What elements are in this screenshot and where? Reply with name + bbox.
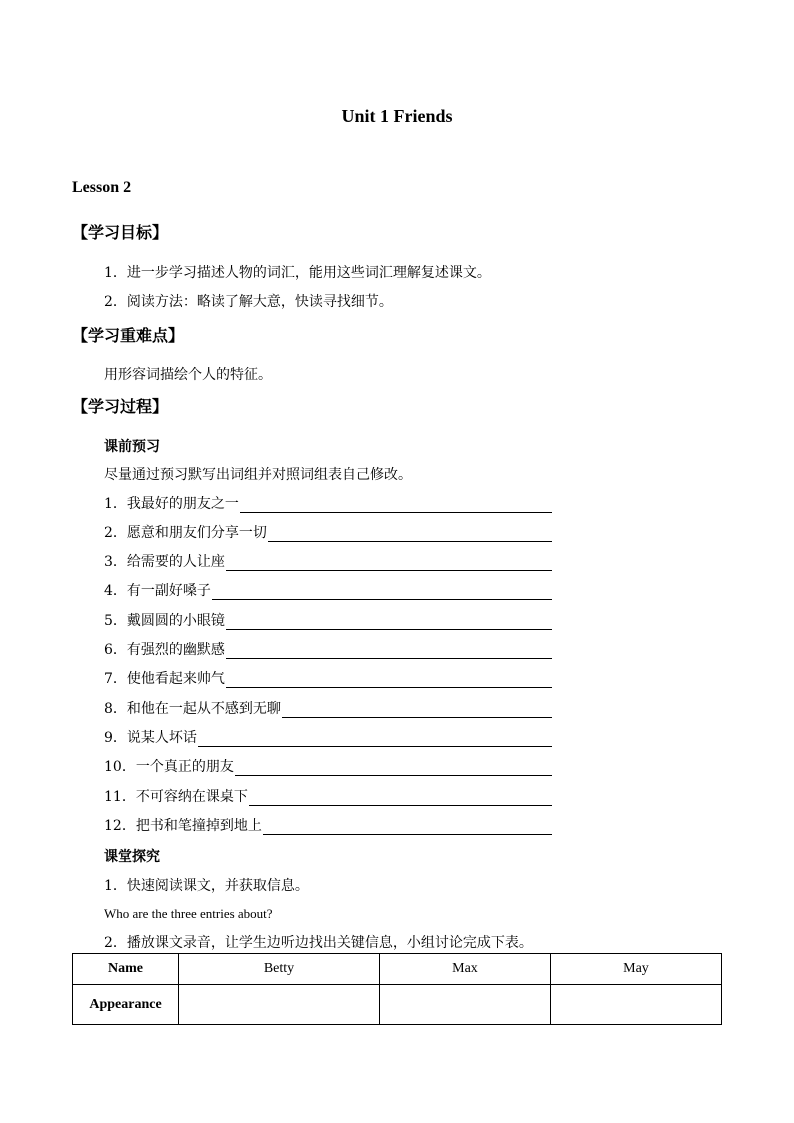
preview-item-text: 9．说某人坏话 [104, 730, 197, 746]
preview-item-text: 7．使他看起来帅气 [104, 671, 225, 687]
answer-blank[interactable] [226, 671, 552, 688]
preview-item-text: 6．有强烈的幽默感 [104, 642, 225, 658]
table-cell-may[interactable] [550, 985, 721, 1025]
preview-heading: 课前预习 [104, 439, 160, 455]
answer-blank[interactable] [235, 759, 552, 776]
preview-item-text: 5．戴圆圆的小眼镜 [104, 613, 225, 629]
goal-item: 1．进一步学习描述人物的词汇，能用这些词汇理解复述课文。 [104, 265, 491, 281]
key-points-text: 用形容词描绘个人的特征。 [104, 367, 272, 383]
explore-question: Who are the three entries about? [104, 906, 273, 921]
goals-heading: 【学习目标】 [72, 223, 169, 242]
preview-item-text: 12．把书和笔撞掉到地上 [104, 818, 262, 834]
preview-item [104, 493, 552, 513]
preview-item [104, 727, 552, 747]
info-table [72, 953, 722, 1025]
preview-item-text: 8．和他在一起从不感到无聊 [104, 701, 281, 717]
table-header-name: Name [73, 954, 179, 985]
table-header-may: May [550, 954, 721, 985]
preview-item [104, 580, 552, 600]
answer-blank[interactable] [198, 730, 552, 747]
preview-item [104, 698, 552, 718]
answer-blank[interactable] [226, 613, 552, 630]
table-header-row [73, 954, 722, 985]
answer-blank[interactable] [226, 642, 552, 659]
key-points-heading: 【学习重难点】 [72, 326, 185, 345]
table-cell-betty[interactable] [179, 985, 380, 1025]
preview-item [104, 815, 552, 835]
preview-item [104, 668, 552, 688]
preview-item-text: 4．有一副好嗓子 [104, 583, 211, 599]
answer-blank[interactable] [240, 496, 552, 513]
preview-item-text: 2．愿意和朋友们分享一切 [104, 525, 267, 541]
preview-item [104, 756, 552, 776]
preview-item-text: 3．给需要的人让座 [104, 554, 225, 570]
lesson-label: Lesson 2 [72, 179, 132, 196]
preview-instruction: 尽量通过预习默写出词组并对照词组表自己修改。 [104, 467, 412, 483]
preview-item [104, 610, 552, 630]
preview-item [104, 639, 552, 659]
answer-blank[interactable] [268, 525, 552, 542]
preview-item [104, 786, 552, 806]
page-title: Unit 1 Friends [341, 106, 453, 126]
process-heading: 【学习过程】 [72, 397, 169, 416]
answer-blank[interactable] [263, 818, 552, 835]
answer-blank[interactable] [282, 701, 552, 718]
preview-item-text: 1．我最好的朋友之一 [104, 496, 239, 512]
table-header-max: Max [379, 954, 550, 985]
answer-blank[interactable] [226, 554, 552, 571]
preview-item-text: 10．一个真正的朋友 [104, 759, 234, 775]
explore-step-2: 2．播放课文录音，让学生边听边找出关键信息，小组讨论完成下表。 [104, 935, 533, 951]
answer-blank[interactable] [212, 583, 552, 600]
table-row-appearance [73, 985, 722, 1025]
goal-item: 2．阅读方法：略读了解大意，快读寻找细节。 [104, 294, 393, 310]
table-row-label: Appearance [73, 985, 179, 1025]
table-header-betty: Betty [179, 954, 380, 985]
preview-item-text: 11．不可容纳在课桌下 [104, 789, 248, 805]
preview-item [104, 522, 552, 542]
answer-blank[interactable] [249, 789, 552, 806]
table-cell-max[interactable] [379, 985, 550, 1025]
explore-heading: 课堂探究 [104, 849, 160, 865]
explore-step-1: 1．快速阅读课文，并获取信息。 [104, 878, 309, 894]
preview-item [104, 551, 552, 571]
